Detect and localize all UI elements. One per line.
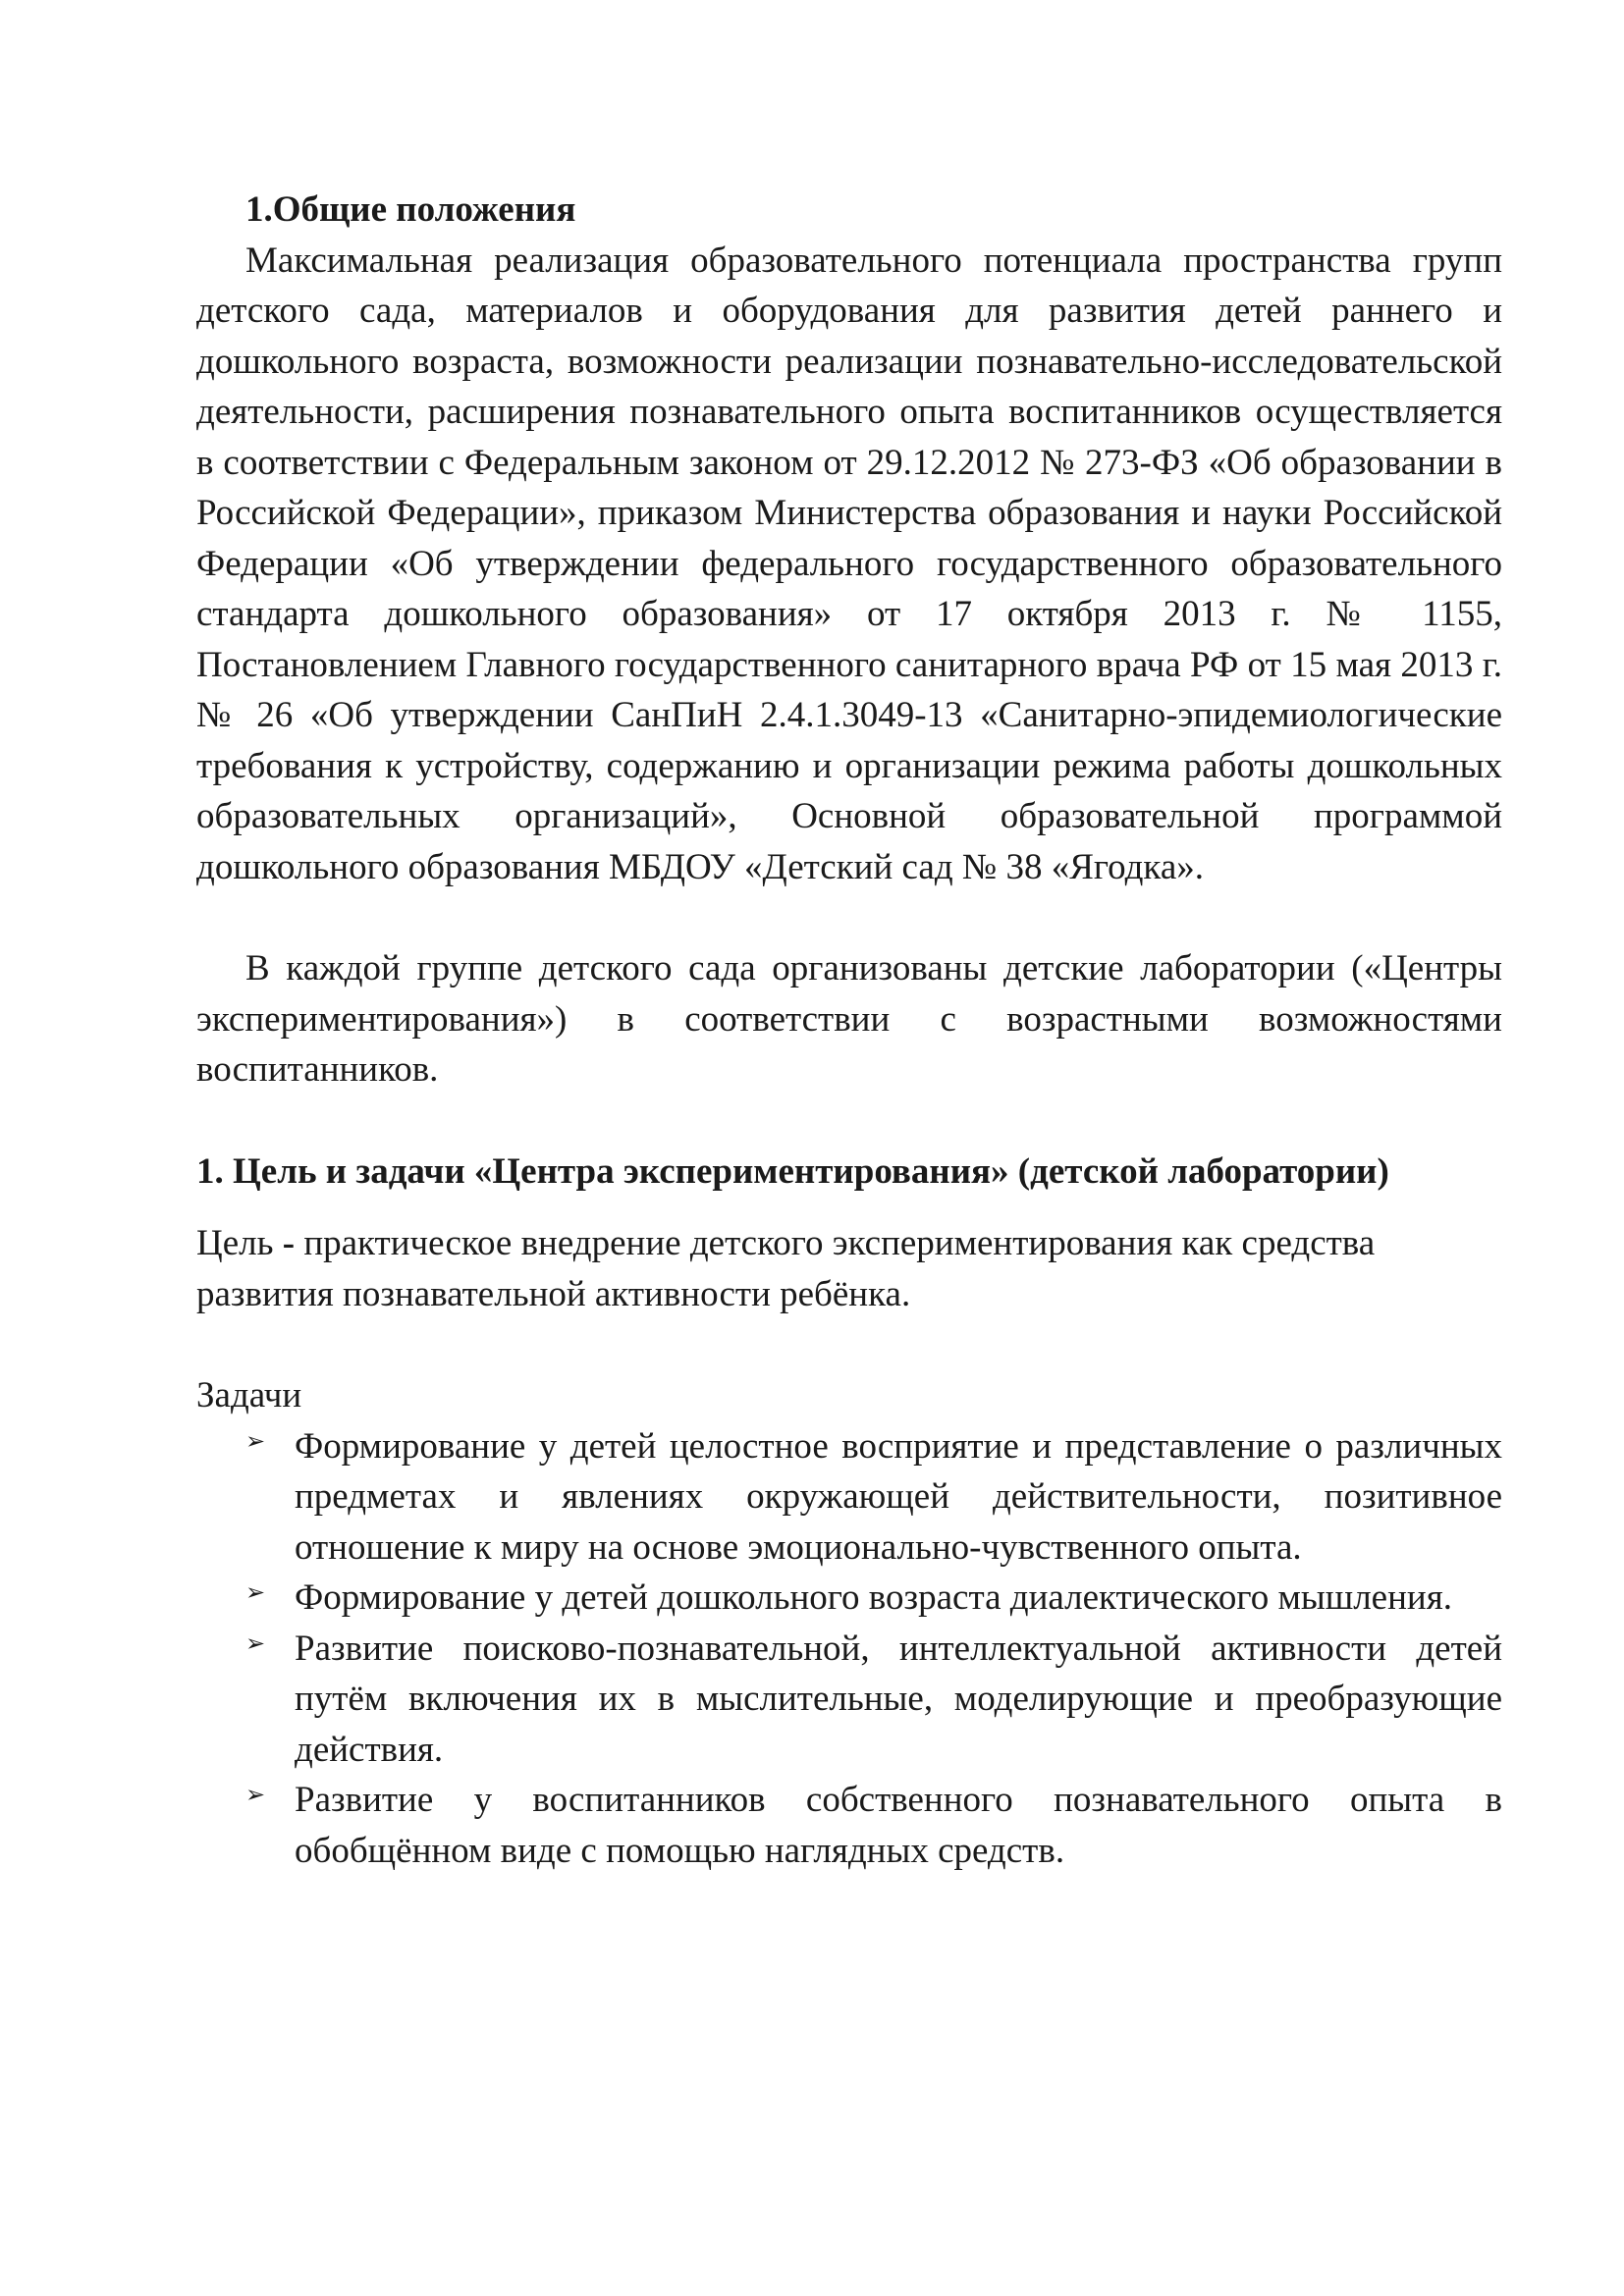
arrow-bullet-icon: ➢ xyxy=(245,1578,266,1606)
document-page xyxy=(196,185,1502,1876)
arrow-bullet-icon: ➢ xyxy=(245,1781,266,1808)
task-text: Развитие поисково-познавательной, интеллектуальной активности детей путём включения их в мыслительные, моделирующие и преобразующие действия. xyxy=(295,1628,1502,1770)
spacer xyxy=(196,1197,1502,1218)
task-list xyxy=(196,1421,1502,1877)
task-text: Формирование у детей дошкольного возраста диалектического мышления. xyxy=(295,1577,1452,1618)
task-text: Развитие у воспитанников собственного познавательного опыта в обобщённом виде с помощью наглядных средств. xyxy=(295,1780,1502,1871)
paragraph-legal-basis: Максимальная реализация образовательного потенциала пространства групп детского сада, материалов и оборудования для развития детей раннего и дошкольного возраста, возможности реализации познавательно-исследовательской деятельности, расширения познавательного опыта воспитанников осуществляется в соответствии с Федеральным законом от 29.12.2012 № 273-ФЗ «Об образовании в Российской Федерации», приказом Министерства образования и науки Российской Федерации «Об утверждении федерального государственного образовательного стандарта дошкольного образования» от 17 октября 2013 г. № 1155, Постановлением Главного государственного санитарного врача РФ от 15 мая 2013 г. № 26 «Об утверждении СанПиН 2.4.1.3049-13 «Санитарно-эпидемиологические требования к устройству, содержанию и организации режима работы дошкольных образовательных организаций», Основной образовательной программой дошкольного образования МБДОУ «Детский сад № 38 «Ягодка». xyxy=(196,240,1502,887)
task-text: Формирование у детей целостное восприятие и представление о различных предметах и явлениях окружающей действительности, позитивное отношение к миру на основе эмоционально-чувственного опыта. xyxy=(295,1425,1502,1568)
goal-paragraph xyxy=(196,1218,1502,1319)
section-heading-goals: 1. Цель и задачи «Центра экспериментирования» (детской лаборатории) xyxy=(196,1150,1389,1192)
list-item xyxy=(196,1624,1502,1776)
arrow-bullet-icon: ➢ xyxy=(245,1426,266,1455)
goal-label: Цель xyxy=(196,1223,274,1263)
section-heading-general: 1.Общие положения xyxy=(245,189,576,230)
paragraph-labs: В каждой группе детского сада организованы детские лаборатории («Центры экспериментирования») в соответствии с возрастными возможностями воспитанников. xyxy=(196,948,1502,1090)
spacer xyxy=(196,892,1502,943)
spacer xyxy=(196,1319,1502,1370)
spacer xyxy=(196,1095,1502,1147)
goal-dash: - xyxy=(282,1223,296,1263)
tasks-label: Задачи xyxy=(196,1375,302,1415)
arrow-bullet-icon: ➢ xyxy=(245,1629,266,1657)
goal-text: практическое внедрение детского экспериментирования как средства развития познавательной активности ребёнка. xyxy=(196,1223,1376,1314)
list-item xyxy=(196,1775,1502,1876)
list-item xyxy=(196,1421,1502,1574)
list-item xyxy=(196,1573,1502,1624)
